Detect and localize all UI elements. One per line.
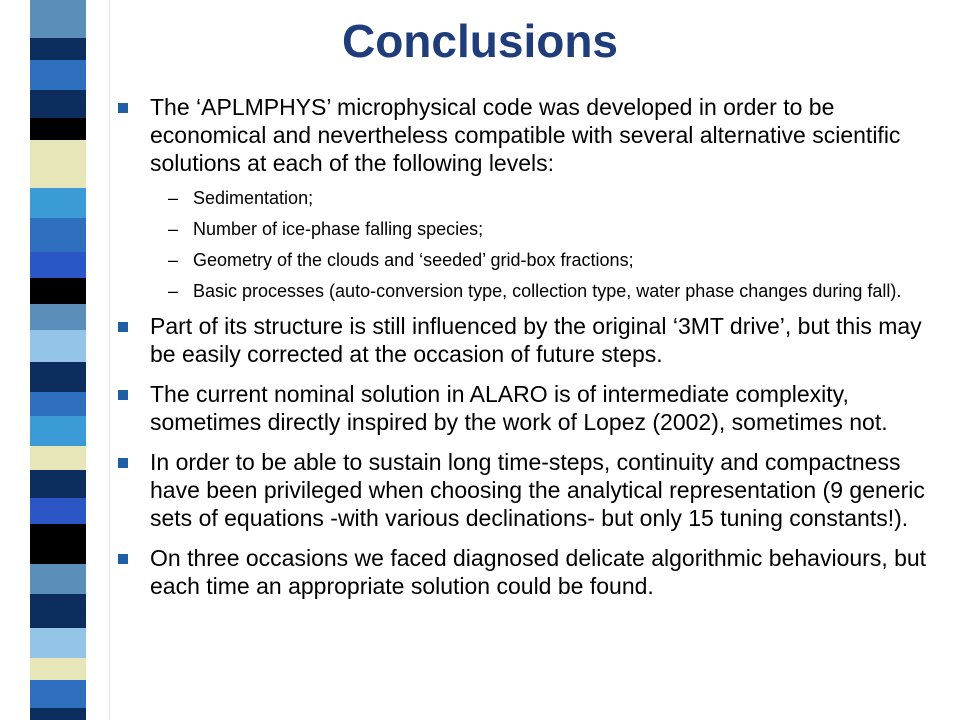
- dash-icon: –: [168, 281, 179, 301]
- sub-item-text: Number of ice-phase falling species;: [193, 219, 484, 239]
- slide-title: Conclusions: [341, 15, 619, 67]
- stripe-block: [30, 90, 86, 118]
- stripe-block: [30, 392, 86, 416]
- stripe-block: [30, 524, 86, 564]
- bullet-text: The current nominal solution in ALARO is of intermediate complexity, sometimes directly inspired by the work of Lopez (2002), sometimes not.: [150, 381, 888, 435]
- stripe-block: [30, 362, 86, 392]
- stripe-block: [30, 628, 86, 658]
- stripe-block: [30, 278, 86, 304]
- stripe-block: [30, 218, 86, 252]
- bullet-item: [118, 544, 948, 600]
- dash-icon: –: [168, 219, 179, 239]
- stripe-block: [30, 708, 86, 720]
- stripe-block: [30, 416, 86, 446]
- bullet-item: [118, 312, 948, 368]
- square-bullet-icon: [118, 554, 128, 564]
- square-bullet-icon: [118, 390, 128, 400]
- sub-item: [118, 218, 948, 240]
- stripe-block: [30, 470, 86, 498]
- stripe-block: [30, 188, 86, 218]
- stripe-block: [30, 498, 86, 524]
- stripe-block: [30, 252, 86, 278]
- dash-icon: –: [168, 250, 179, 270]
- stripe-block: [30, 330, 86, 362]
- slide-body: [118, 93, 948, 612]
- stripe-block: [30, 140, 86, 188]
- bullet-item: [118, 448, 948, 532]
- sub-item: [118, 249, 948, 271]
- sub-item-text: Sedimentation;: [193, 188, 314, 208]
- dash-icon: –: [168, 188, 179, 208]
- sub-item: [118, 280, 948, 302]
- stripe-block: [30, 658, 86, 680]
- square-bullet-icon: [118, 103, 128, 113]
- bullet-text: Part of its structure is still influenced by the original ‘3MT drive’, but this may be easily corrected at the occasion of future steps.: [150, 313, 922, 367]
- stripe-block: [30, 304, 86, 330]
- stripe-block: [30, 118, 86, 140]
- sub-item-text: Basic processes (auto-conversion type, collection type, water phase changes during fall).: [193, 281, 902, 301]
- bullet-item: [118, 93, 948, 177]
- bullet-item: [118, 380, 948, 436]
- bullet-text: The ‘APLMPHYS’ microphysical code was developed in order to be economical and nevertheless compatible with several alternative scientific solutions at each of the following levels:: [150, 94, 901, 176]
- square-bullet-icon: [118, 322, 128, 332]
- sub-list: [118, 187, 948, 302]
- sub-item: [118, 187, 948, 209]
- stripe-block: [30, 680, 86, 708]
- bullet-text: In order to be able to sustain long time-steps, continuity and compactness have been privileged when choosing the analytical representation (9 generic sets of equations -with various declinations- but only 15 tuning constants!).: [150, 449, 925, 531]
- sub-item-text: Geometry of the clouds and ‘seeded’ grid-box fractions;: [193, 250, 634, 270]
- stripe-block: [30, 446, 86, 470]
- decorative-stripe: [0, 0, 110, 720]
- stripe-block: [30, 594, 86, 628]
- bullet-text: On three occasions we faced diagnosed delicate algorithmic behaviours, but each time an appropriate solution could be found.: [150, 545, 927, 599]
- stripe-block: [30, 564, 86, 594]
- square-bullet-icon: [118, 458, 128, 468]
